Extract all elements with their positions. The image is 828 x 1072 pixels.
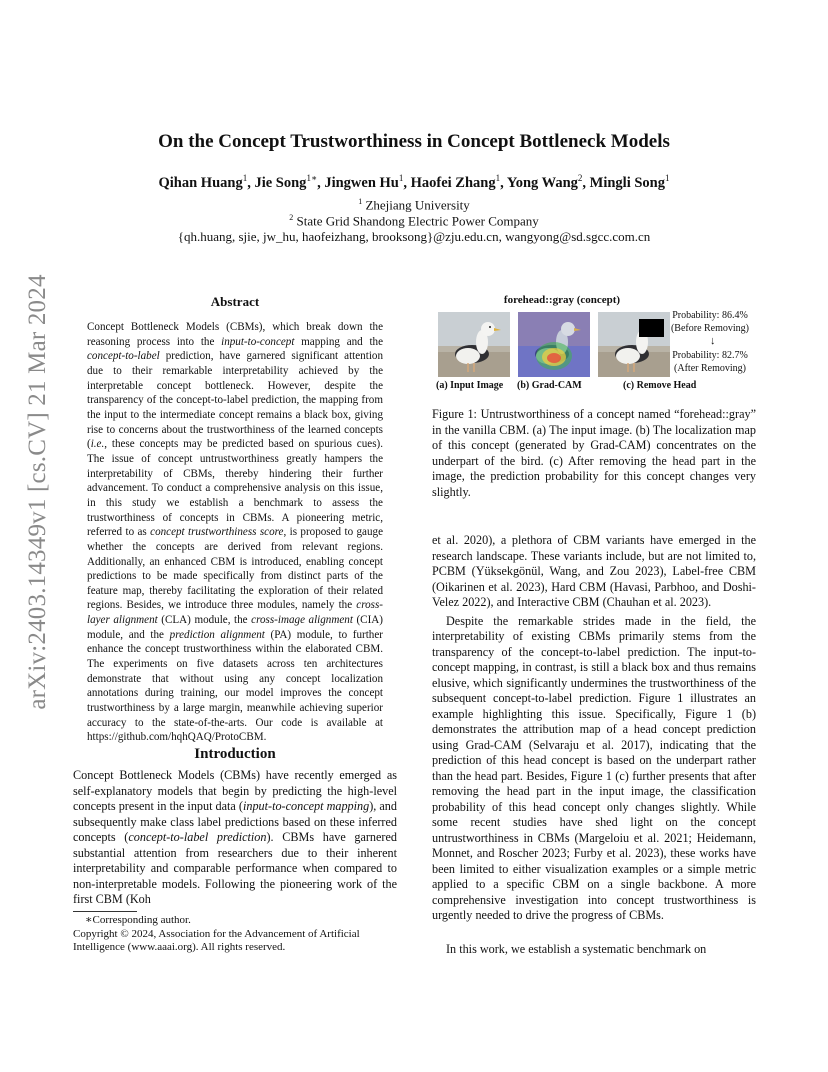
paragraph: et al. 2020), a plethora of CBM variants have emerged in the research landscape. These variants include, but are not limited to, PCBM (Yüksekgönül, Wang, and Zou 2023), Label-free CBM (Oikarinen et al. 2023), Hard CBM (Havasi, Parbhoo, and Doshi-Velez 2022), and Interactive CBM (Chauhan et al. 2023).	[432, 533, 756, 609]
affiliation-mark: 2	[289, 213, 294, 222]
affiliation-name: State Grid Shandong Electric Power Company	[296, 213, 539, 229]
panel-label-a: (a) Input Image	[436, 380, 504, 391]
paragraph: In this work, we establish a systematic benchmark on	[446, 942, 707, 956]
footnote-rule	[73, 911, 137, 912]
input-image-panel	[438, 312, 510, 377]
figure-1	[432, 292, 756, 396]
seagull-image	[438, 312, 510, 377]
author-affil-mark: 1	[242, 173, 248, 183]
footnote-copyright: Copyright © 2024, Association for the Advancement of Artificial Intelligence (www.aaai.org). All rights reserved.	[73, 927, 360, 954]
author-list	[0, 173, 828, 192]
author-separator: ,	[500, 174, 507, 191]
gradcam-panel	[518, 312, 590, 377]
author-emails: {qh.huang, sjie, jw_hu, haofeizhang, brooksong}@zju.edu.cn, wangyong@sd.sgcc.com.cn	[177, 229, 651, 244]
author-affil-mark: 1	[495, 173, 501, 183]
figure-title: forehead::gray (concept)	[503, 294, 621, 306]
author-affil-mark: 1	[664, 173, 670, 183]
probability-before-note: (Before Removing)	[670, 323, 750, 334]
paper-title: On the Concept Trustworthiness in Concept Bottleneck Models	[158, 131, 670, 152]
probability-after: Probability: 82.7%	[672, 350, 748, 361]
author-separator: ,	[403, 174, 411, 191]
affiliation-name: Zhejiang University	[365, 197, 470, 213]
arxiv-stamp-text: arXiv:2403.14349v1 [cs.CV] 21 Mar 2024	[24, 274, 51, 710]
introduction-body: Concept Bottleneck Models (CBMs) have recently emerged as self-explanatory models that begin by predicting the high-level concepts present in the input data (input-to-concept mapping), and subsequently make class label predictions based on these inferred concepts (concept-to-label prediction). CBMs have garnered substantial attention from researchers due to their inherent interpretability and comparable performance when compared to non-interpretable models. Following the pioneering work of the first CBM (Koh	[73, 768, 397, 906]
author-name: Qihan Huang	[158, 174, 243, 191]
abstract-body: Concept Bottleneck Models (CBMs), which break down the reasoning process into the input-to-concept mapping and the concept-to-label prediction, have garnered significant attention due to their remarkable interpretability achieved by the interpretable concept bottleneck. However, despite the transparency of the concept-to-label prediction, the mapping from the input to the intermediate concept remains a black box, giving rise to concerns about the trustworthiness of the learned concepts (i.e., these concepts may be predicted based on spurious cues). The issue of concept untrustworthiness greatly hampers the interpretability of CBMs, thereby hindering their further advancement. To conduct a comprehensive analysis on this issue, in this study we establish a benchmark to assess the trustworthiness of concepts in CBMs. A pioneering metric, referred to as concept trustworthiness score, is proposed to gauge whether the concepts are derived from relevant regions. Additionally, an enhanced CBM is introduced, enabling concept predictions to be made specifically from distinct parts of the feature map, thereby facilitating the exploration of their related regions. Besides, we introduce three modules, namely the cross-layer alignment (CLA) module, the cross-image alignment (CIA) module, and the prediction alignment (PA) module, to further enhance the concept trustworthiness within the elaborated CBM. The experiments on five datasets across ten architectures demonstrate that without using any concept localization annotations during training, our model improves the concept trustworthiness by a large margin, meanwhile achieving superior accuracy to the state-of-the-arts. Our code is available at https://github.com/hqhQAQ/ProtoCBM.	[87, 321, 383, 744]
author-affil-mark: 1	[398, 173, 404, 183]
seagull-head-removed-image	[598, 312, 670, 377]
affiliation-mark: 1	[358, 197, 363, 206]
author-affil-mark: 2	[577, 173, 583, 183]
author-name: Mingli Song	[589, 174, 665, 191]
gradcam-heatmap-image	[518, 312, 590, 377]
section-heading-introduction: Introduction	[194, 746, 276, 762]
panel-label-c: (c) Remove Head	[623, 380, 697, 391]
figure-caption: Figure 1: Untrustworthiness of a concept named “forehead::gray” in the vanilla CBM. (a) The input image. (b) The localization map of this concept (generated by Grad-CAM) concentrates on the underpart of the bird. (c) After removing the head part in the image, the prediction probability for this concept changes very slightly.	[432, 407, 756, 499]
arxiv-stamp	[18, 274, 58, 710]
footnote-corresponding: ∗Corresponding author.	[85, 914, 191, 926]
down-arrow-icon: ↓	[710, 335, 716, 347]
affiliation-1	[0, 197, 828, 213]
author-name: Jingwen Hu	[324, 174, 399, 191]
remove-head-panel	[598, 312, 670, 377]
paragraph: Despite the remarkable strides made in the field, the interpretability of existing CBMs primarily stems from the transparency of the concept-to-label prediction. The input-to-concept mapping, in contrast, is still a black box and thus remains elusive, which significantly undermines the trustworthiness of the subsequent concept-to-label prediction. Figure 1 illustrates an example highlighting this issue. Specifically, Figure 1 (b) demonstrates the attribution map of a head concept prediction using Grad-CAM (Selvaraju et al. 2017), indicating that the prediction of this head concept is based on the underpart rather than the head part. Besides, Figure 1 (c) further presents that after removing the head part in the input image, the classification probability of this head concept only changes slightly. While some recent studies have shed light on the concept untrustworthiness in CBMs (Margeloiu et al. 2021; Heidemann, Monnet, and Roscher 2023; Furby et al. 2023), these works have been limited to either visualization examples or a simple metric applied to a specific CBM on a single backbone. A more comprehensive investigation into concept trustworthiness is urgently needed to drive the progress of CBMs.	[432, 613, 756, 922]
author-separator: ,	[317, 174, 325, 191]
probability-before: Probability: 86.4%	[672, 310, 748, 321]
author-name: Haofei Zhang	[410, 174, 496, 191]
probability-after-note: (After Removing)	[674, 363, 746, 374]
author-affil-mark: 1∗	[306, 173, 318, 183]
author-separator: ,	[582, 174, 590, 191]
footnote	[73, 914, 397, 955]
author-name: Jie Song	[254, 174, 307, 191]
abstract-heading: Abstract	[210, 294, 260, 309]
panel-label-b: (b) Grad-CAM	[517, 380, 582, 391]
affiliation-2	[0, 213, 828, 229]
author-name: Yong Wang	[506, 174, 578, 191]
author-separator: ,	[247, 174, 255, 191]
right-column-body	[432, 533, 756, 924]
